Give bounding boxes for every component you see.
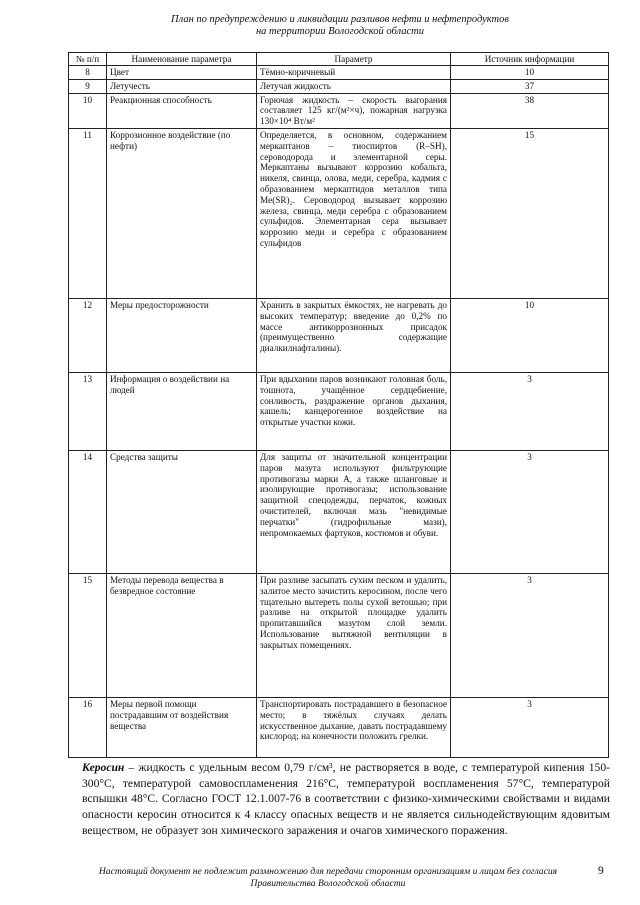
row-name: Летучесть [107, 79, 257, 93]
row-param: При вдыхании паров возникают головная боль, тошнота, учащённое сердцебиение, сонливость, раздражение органов дыхания, кашель; канцерогенное воздействие на открытые участки кожи. [257, 372, 451, 450]
row-param: Хранить в закрытых ёмкостях, не нагревать до высоких температур; введение до 0,2% по массе антикоррозионных присадок (преимущественно содержащие диалкилнафталины). [257, 298, 451, 372]
row-name: Реакционная способность [107, 93, 257, 128]
row-param: При разливе засыпать сухим песком и удалить, залитое место зачистить керосином, после чего тщательно вытереть полы сухой ветошью; при разливе на открытой площадке удалить пропитавшийся мазутом слой земли. Использование вытяжной вентиляции в закрытых помещениях. [257, 573, 451, 697]
table-row [69, 93, 609, 128]
row-source: 37 [451, 79, 609, 93]
row-param: Летучая жидкость [257, 79, 451, 93]
row-name: Информация о воздействии на людей [107, 372, 257, 450]
header-source: Источник информации [451, 53, 609, 66]
table-row [69, 450, 609, 573]
row-param: Определяется, в основном, содержанием меркаптанов – тиоспиртов (R–SH), сероводорода и элементарной серы. Меркаптаны вызывают коррозию кобальта, никеля, свинца, олова, меди, серебра, кадмия с образованием меркаптидов металлов типа Me(SR)₂. Сероводород вызывает коррозию железа, свинца, меди серебра с образованием сульфидов. Элементарная сера вызывает коррозию меди и серебра с образованием сульфидов [257, 128, 451, 298]
row-name: Меры первой помощи пострадавшим от воздействия вещества [107, 697, 257, 757]
page-number: 9 [598, 865, 604, 877]
row-num: 15 [69, 573, 107, 697]
table-row [69, 66, 609, 80]
row-name: Меры предосторожности [107, 298, 257, 372]
row-source: 38 [451, 93, 609, 128]
page-header [70, 14, 610, 38]
row-param: Для защиты от значительной концентрации паров мазута используют фильтрующие противогазы марки А, а также шланговые и изолирующие противогазы; использование защитной спецодежды, перчаток, кожных очистителей, включая мазь "невидимые перчатки" (гидрофильные мази), непромокаемых фартуков, костюмов и обуви. [257, 450, 451, 573]
header-num: № п/п [69, 53, 107, 66]
row-num: 12 [69, 298, 107, 372]
row-source: 3 [451, 697, 609, 757]
table-row [69, 79, 609, 93]
row-source: 3 [451, 573, 609, 697]
row-source: 10 [451, 298, 609, 372]
row-num: 9 [69, 79, 107, 93]
kerosene-paragraph [82, 760, 610, 839]
row-param: Горючая жидкость – скорость выгорания составляет 125 кг/(м²×ч), пожарная нагрузка 130×10⁴ Вт/м² [257, 93, 451, 128]
row-num: 8 [69, 66, 107, 80]
row-num: 10 [69, 93, 107, 128]
page-footer: Настоящий документ не подлежит размножению для передачи сторонним организациям и лицам без согласия Правительства Вологодской области [98, 866, 558, 889]
paragraph-text: – жидкость с удельным весом 0,79 г/см³, не растворяется в воде, с температурой кипения 150-300°С, температурой самовоспламенения 216°С, температурой воспламенения 57°С, температурой вспышки 48°С. Согласно ГОСТ 12.1.007-76 в соответствии с физико-химическими свойствами и видами опасности керосин относится к 4 классу опасных веществ и не является сильнодействующим ядовитым веществом, не образует зон химического заражения и очагов химического поражения. [82, 761, 610, 837]
row-param: Транспортировать пострадавшего в безопасное место; в тяжёлых случаях делать искусственное дыхание, давать пострадавшему кислород; на конечности положить грелки. [257, 697, 451, 757]
table-row [69, 573, 609, 697]
table-row [69, 128, 609, 298]
row-num: 13 [69, 372, 107, 450]
row-name: Цвет [107, 66, 257, 80]
table-row [69, 298, 609, 372]
row-param: Тёмно-коричневый [257, 66, 451, 80]
properties-table [68, 52, 609, 758]
table-row [69, 697, 609, 757]
row-num: 14 [69, 450, 107, 573]
row-source: 3 [451, 372, 609, 450]
header-line-1: План по предупреждению и ликвидации разливов нефти и нефтепродуктов [171, 14, 509, 25]
row-name: Средства защиты [107, 450, 257, 573]
header-name: Наименование параметра [107, 53, 257, 66]
row-num: 11 [69, 128, 107, 298]
table-row [69, 372, 609, 450]
paragraph-term: Керосин [82, 761, 125, 774]
row-source: 3 [451, 450, 609, 573]
header-line-2: на территории Вологодской области [255, 26, 425, 37]
row-num: 16 [69, 697, 107, 757]
header-param: Параметр [257, 53, 451, 66]
row-source: 10 [451, 66, 609, 80]
row-name: Коррозионное воздействие (по нефти) [107, 128, 257, 298]
row-source: 15 [451, 128, 609, 298]
row-name: Методы перевода вещества в безвредное состояние [107, 573, 257, 697]
table-header-row [69, 53, 609, 66]
